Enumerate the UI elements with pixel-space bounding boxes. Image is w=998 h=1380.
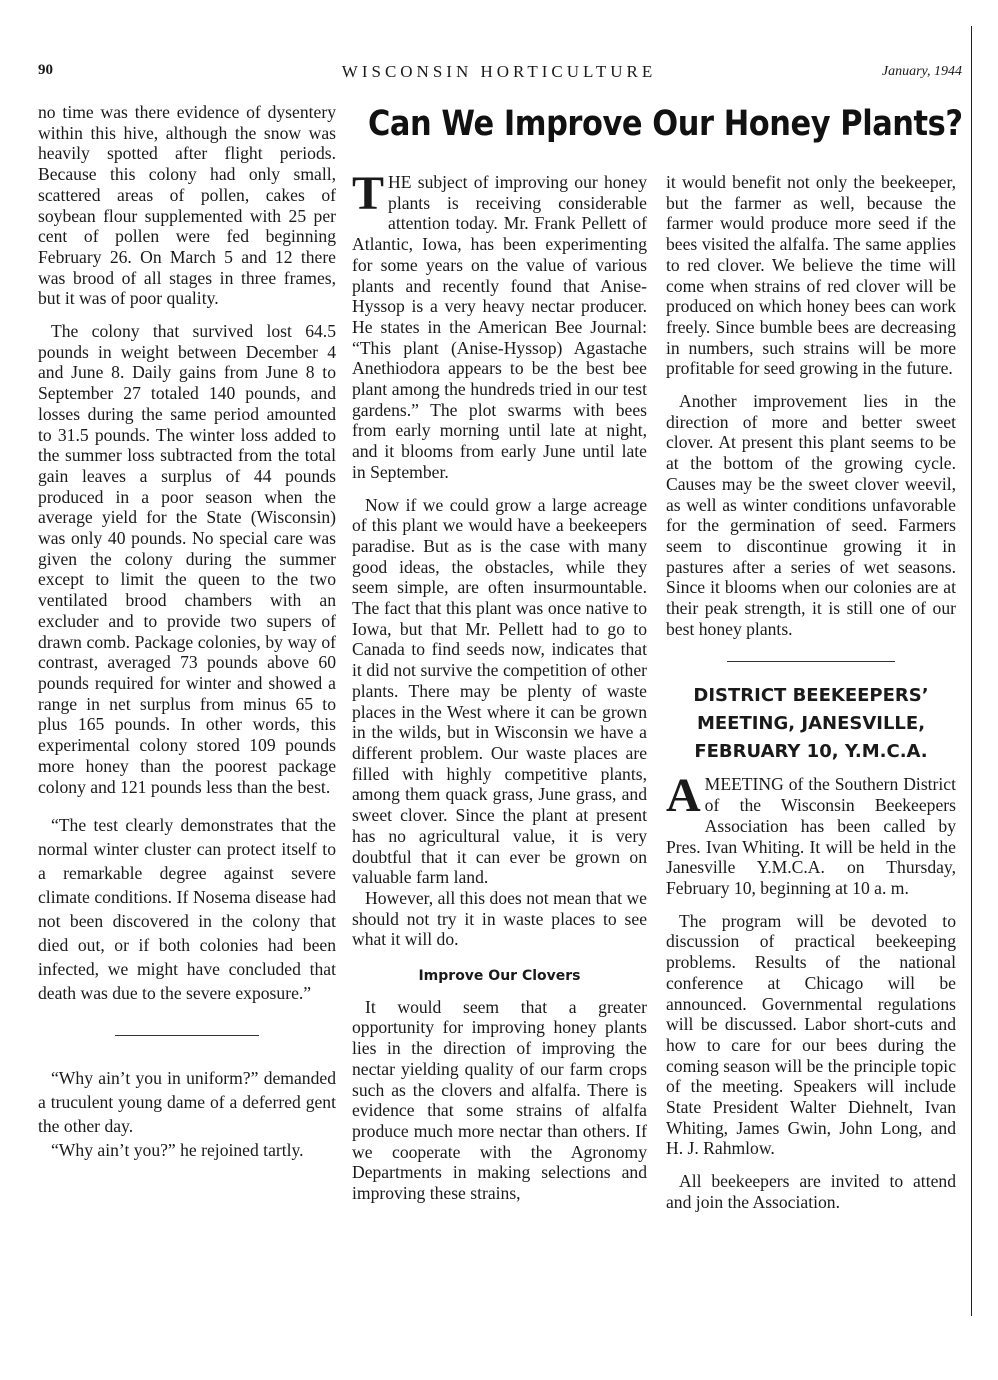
issue-date: January, 1944 <box>881 64 962 79</box>
drop-cap: T <box>352 167 385 220</box>
paragraph: Another improvement lies in the direction of more and better sweet clover. At present this plant seems to be at the bottom of the growing cycle. Causes may be the sweet clover weevil, as well as winter conditions unfavorable for the germination of seed. Farmers seem to discontinue growing it in pastures after a series of wet seasons. Since it blooms when our colonies are at their peak strength, it is still one of our best honey plants. <box>666 391 956 639</box>
paragraph: All beekeepers are invited to attend and join the Association. <box>666 1171 956 1212</box>
quote-paragraph: “The test clearly demonstrates that the normal winter cluster can protect itself to a remarkable degree against severe climate conditions. If Nosema disease had not been discovered in the colony that died out, or if both colonies had been infected, we might have concluded that death was due to the severe exposure.” <box>38 815 336 1004</box>
paragraph: no time was there evidence of dysentery within this hive, although the snow was heavily spotted after flight periods. Because this colony had only small, scattered areas of pollen, cakes of soybean flour supplemented with 25 per cent of pollen were fed beginning February 26. On March 5 and 12 there was brood of all stages in three frames, but it was of poor quality. <box>38 102 336 309</box>
column-3 <box>666 172 956 1213</box>
lead-text: HE subject of improving our honey plants is receiving considerable attention today. Mr. Frank Pellett of Atlantic, Iowa, has been experimenting for some years on the value of various plants and recently found that Anise-Hyssop is a very heavy nectar producer. He states in the American Bee Journal: “This plant (Anise-Hyssop) Agastache Anethiodora appears to be the best bee plant among the hundreds tried in our test gardens.” The plot swarms with bees from early morning until late at night, and it blooms from early June until late in September. <box>352 172 647 482</box>
running-title: WISCONSIN HORTICULTURE <box>341 62 657 81</box>
lead-paragraph <box>352 167 647 483</box>
page-header <box>0 62 998 88</box>
page-number: 90 <box>38 62 53 78</box>
notice-title-line: MEETING, JANESVILLE, <box>696 713 926 735</box>
paragraph: However, all this does not mean that we should not try it in waste places to see what it will do. <box>352 887 647 950</box>
column-2 <box>352 167 647 1204</box>
notice-lead <box>666 769 956 898</box>
notice-title-line: FEBRUARY 10, Y.M.C.A. <box>694 741 928 763</box>
paragraph: it would benefit not only the beekeeper, but the farmer as well, because the farmer would produce more seed if the bees visited the alfalfa. The same applies to red clover. We believe the time will come when strains of red clover will be produced on which honey bees can work freely. Since bumble bees are decreasing in numbers, such strains will be more profitable for seed growing in the future. <box>666 172 956 379</box>
notice-title <box>666 682 956 766</box>
joke-line: “Why ain’t you in uniform?” demanded a truculent young dame of a deferred gent the other day. <box>38 1068 336 1137</box>
subhead: Improve Our Clovers <box>418 968 581 985</box>
paragraph: The program will be devoted to discussion of practical beekeeping problems. Results of the national conference at Chicago will be announced. Governmental regulations will be discussed. Labor short-cuts and how to care for our bees during the coming season will be the principle topic of the meeting. Speakers will include State President Walter Diehnelt, Ivan Whiting, James Gwin, John Long, and H. J. Rahmlow. <box>666 910 956 1159</box>
article-headline: Can We Improve Our Honey Plants? <box>368 104 963 144</box>
paragraph: It would seem that a greater opportunity for improving honey plants lies in the direction of improving the nectar yielding quality of our farm crops such as the clovers and alfalfa. There is evidence that some strains of alfalfa produce much more nectar than others. If we cooperate with the Agronomy Departments in making selections and improving these strains, <box>352 996 647 1204</box>
divider <box>115 1035 259 1036</box>
paragraph: The colony that survived lost 64.5 pounds in weight between December 4 and June 8. Daily gains from June 8 to September 27 totaled 140 pounds, and losses during the same period amounted to 31.5 pounds. The winter loss added to the summer loss subtracted from the total gain leaves a surplus of 44 pounds produced in a poor season when the average yield for the State (Wisconsin) was only 40 pounds. No special care was given the colony during the summer except to limit the queen to the two ventilated brood chambers with an excluder and to provide two supers of drawn comb. Package colonies, by way of contrast, averaged 73 pounds above 60 pounds required for winter and showed a range in net surplus from minus 65 to plus 165 pounds. In other words, this experimental colony stored 109 pounds more honey than the poorest package colony and 121 pounds less than the best. <box>38 321 336 797</box>
joke-line: “Why ain’t you?” he rejoined tartly. <box>51 1140 304 1161</box>
column-1 <box>38 102 336 1162</box>
margin-rule <box>971 26 972 1316</box>
drop-cap: A <box>666 769 701 823</box>
divider <box>727 661 895 662</box>
notice-title-line: DISTRICT BEEKEEPERS’ <box>693 685 929 707</box>
paragraph: Now if we could grow a large acreage of this plant we would have a beekeepers paradise. But as is the case with many good ideas, the obstacles, while they seem simple, are often insurmountable. The fact that this plant was once native to Iowa, but that Mr. Pellett had to go to Canada to find seeds now, indicates that it did not survive the competition of other plants. There may be plenty of waste places in the West where it can be grown in the wilds, but in Wisconsin we have a different problem. Our waste places are filled with highly competitive plants, among them quack grass, June grass, and sweet clover. Since the plant at present has no agricultural value, it is very doubtful that it can ever be grown on valuable farm land. <box>352 494 647 888</box>
notice-lead-text: MEETING of the Southern District of the Wisconsin Beekeepers Association has been called by Pres. Ivan Whiting. It will be held in the Janesville Y.M.C.A. on Thursday, February 10, beginning at 10 a. m. <box>666 774 956 898</box>
